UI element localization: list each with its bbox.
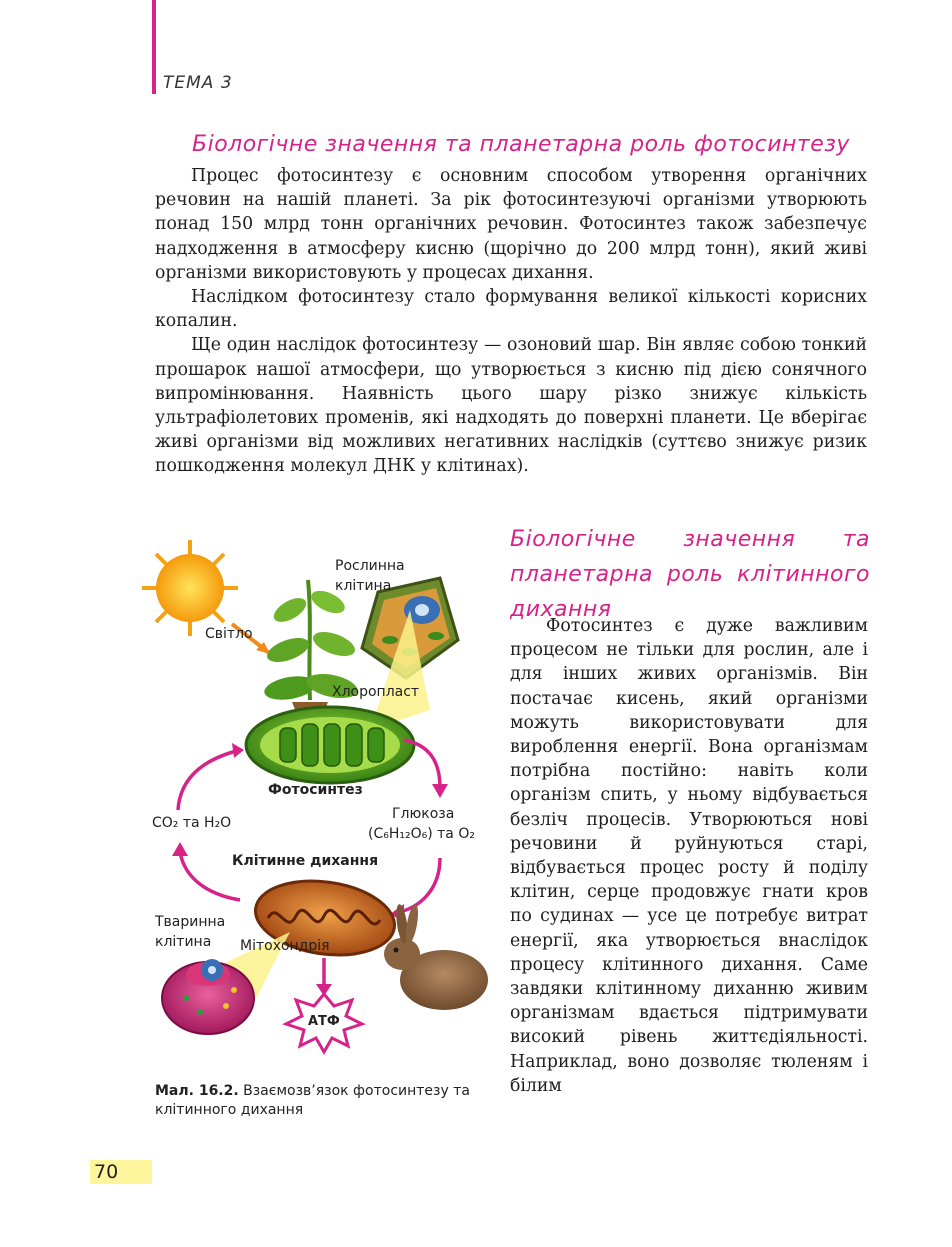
main-text: [155, 164, 867, 479]
label-co2-h2o: CO₂ та H₂O: [152, 815, 232, 831]
label-cell-respiration: Клітинне дихання: [232, 853, 379, 869]
label-animal-cell-2: клітина: [155, 934, 212, 950]
cycle-arrowhead: [432, 784, 448, 798]
label-mitochondria: Мітохондрія: [240, 938, 330, 954]
topic-bar: [152, 0, 156, 94]
cycle-arrow-bottom-left: [180, 852, 240, 900]
paragraph: Наслідком фотосинтезу стало формування великої кількості корисних копалин.: [155, 287, 867, 332]
sun-icon: [142, 540, 238, 636]
figure-photosynthesis-respiration: [140, 540, 500, 1080]
cycle-arrow-top-left: [178, 750, 240, 810]
section-heading-respiration: Біологічне значення та планетарна роль клітинного дихання: [510, 527, 870, 622]
paragraph: Процес фотосинтезу є основним способом утворення органічних речовин на нашій планеті. За рік фотосинтезуючі організми утворюють понад 150 млрд тонн органічних речовин. Фотосинтез також забезпечує надходження в атмосферу кисню (щорічно до 200 млрд тонн), який живі організми використовують у процесах дихання.: [155, 166, 867, 283]
label-atp: АТФ: [308, 1014, 340, 1029]
caption-text: Взаємозв’язок фотосинтезу та клітинного дихання: [155, 1083, 470, 1118]
caption-number: Мал. 16.2.: [155, 1083, 239, 1099]
cycle-arrowhead: [172, 842, 188, 856]
section-heading-photosynthesis: Біологічне значення та планетарна роль фотосинтезу: [192, 132, 850, 157]
paragraph: Ще один наслідок фотосинтезу — озоновий шар. Він являє собою тонкий прошарок нашої атмосфери, що утворюється з кисню під дією сонячного випромінювання. Наявність цього шару різко знижує кількість ультрафіолетових променів, які надходять до поверхні планети. Це вберігає живі організми від можливих негативних наслідків (суттєво знижує ризик пошкодження молекул ДНК у клітинах).: [155, 335, 867, 477]
label-animal-cell: Тваринна: [155, 914, 226, 930]
figure-caption: [155, 1082, 485, 1120]
label-chloroplast: Хлоропласт: [332, 684, 420, 700]
page-number: 70: [90, 1160, 152, 1184]
label-light: Світло: [205, 626, 253, 642]
label-plant-cell-2: клітина: [335, 578, 392, 594]
right-column-text: [510, 614, 868, 1098]
cycle-arrow-bottom-right: [400, 858, 440, 912]
paragraph: Фотосинтез є дуже важливим процесом не тільки для рослин, але і для інших живих організмів. Він постачає кисень, який організми можуть використовувати для вироблення енергії. Вона організмам потрібна постійно: навіть коли організм спить, у ньому відбувається безліч процесів. Утворюються нові речовини й руйнуються старі, відбувається процес росту й поділу клітин, серце продовжує гнати кров по судинах — усе це потребує витрат енергії, яка утворюється внаслідок процесу клітинного дихання. Саме завдяки клітинному диханню живим організмам вдається підтримувати високий рівень життєдіяльності. Наприклад, воно дозволяє тюленям і білим: [510, 616, 868, 1096]
label-plant-cell: Рослинна: [335, 558, 405, 574]
cycle-arrowhead: [232, 743, 244, 758]
topic-label: ТЕМА 3: [163, 73, 233, 93]
label-photosynthesis: Фотосинтез: [268, 782, 363, 798]
label-glucose: Глюкоза: [392, 806, 455, 822]
rabbit-icon: [384, 903, 488, 1010]
chloroplast-icon: [246, 707, 414, 783]
label-glucose-formula: (C₆H₁₂O₆) та O₂: [368, 826, 475, 842]
